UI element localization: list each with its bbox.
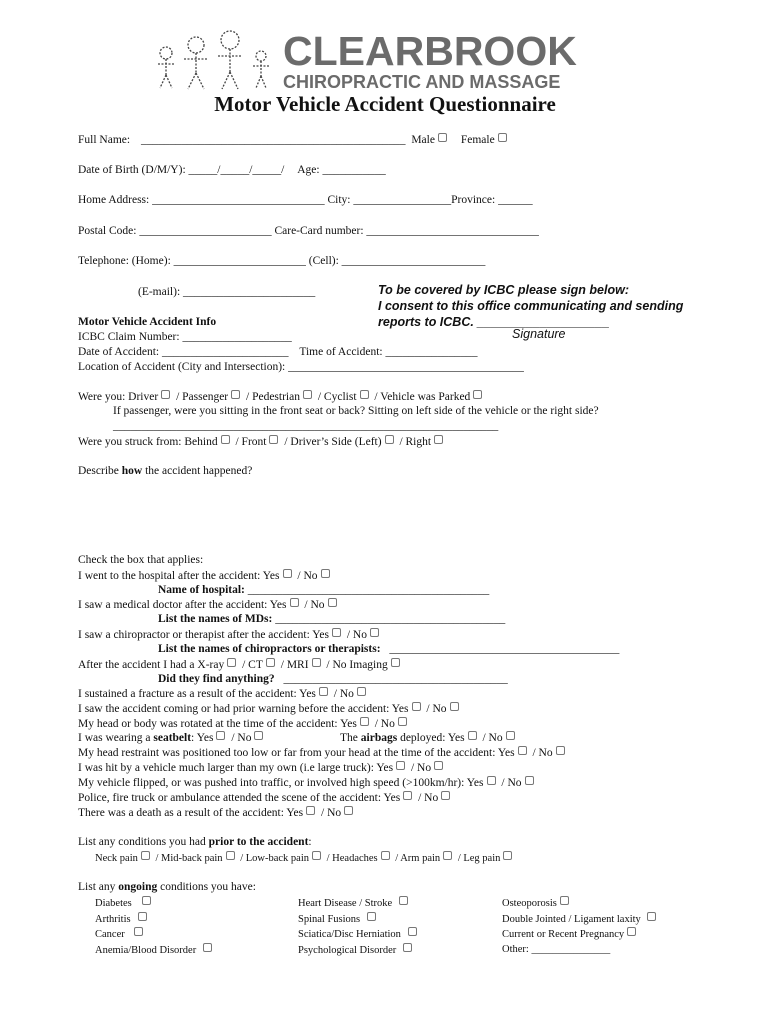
fracture-no-checkbox[interactable]: [357, 687, 366, 696]
other-field[interactable]: Other: _______________: [502, 944, 611, 956]
province-field[interactable]: Province: ______: [451, 194, 533, 206]
male-checkbox[interactable]: [438, 133, 447, 142]
seatbelt-row: [78, 731, 266, 744]
prior-post: :: [308, 836, 312, 848]
restraint-yes-checkbox[interactable]: [518, 746, 527, 755]
anemia-label: Anemia/Blood Disorder: [95, 945, 197, 957]
care-card-field[interactable]: Care-Card number: ______________________________: [274, 225, 539, 237]
prior-conditions-heading: [78, 836, 312, 848]
hospital-no-label: / No: [297, 570, 318, 582]
xray-checkbox[interactable]: [227, 658, 236, 667]
mri-label: / MRI: [280, 659, 309, 671]
find-row: [158, 673, 508, 685]
pedestrian-checkbox[interactable]: [303, 390, 312, 399]
ongoing-item: [298, 896, 420, 912]
ongoing-item: [298, 927, 420, 943]
flipped-no-checkbox[interactable]: [525, 776, 534, 785]
passenger-checkbox[interactable]: [231, 390, 240, 399]
md-names-field[interactable]: ________________________________________: [275, 613, 506, 625]
ongoing-column-1: [95, 896, 215, 959]
passenger-answer-field[interactable]: ___________________________________________________________________: [113, 420, 499, 432]
hospital-name-label: Name of hospital:: [158, 584, 245, 596]
chiro-yes-checkbox[interactable]: [332, 628, 341, 637]
restraint-no-label: / No: [532, 747, 553, 759]
drivers-side-checkbox[interactable]: [385, 435, 394, 444]
page-title: Motor Vehicle Accident Questionnaire: [214, 92, 556, 116]
low-back-label: / Low-back pain: [240, 853, 309, 864]
logo-name: CLEARBROOK: [283, 28, 577, 74]
chiro-names-label: List the names of chiropractors or therapists:: [158, 643, 381, 655]
were-you-row: [78, 390, 485, 403]
struck-from-label: Were you struck from:: [78, 436, 182, 448]
md-no-checkbox[interactable]: [328, 598, 337, 607]
flipped-row: [78, 776, 537, 789]
postal-row: [78, 225, 539, 237]
signature-label: Signature: [512, 327, 566, 341]
ongoing-pre: List any: [78, 881, 116, 893]
rotated-yes-checkbox[interactable]: [360, 717, 369, 726]
airbags-pre: The: [340, 732, 358, 744]
no-imaging-label: / No Imaging: [326, 659, 388, 671]
md-names-row: [158, 613, 505, 625]
city-field[interactable]: City: _________________: [327, 194, 452, 206]
pregnancy-checkbox[interactable]: [627, 927, 636, 936]
death-yes-checkbox[interactable]: [306, 806, 315, 815]
driver-label: Driver: [128, 391, 159, 403]
death-row: [78, 806, 356, 819]
describe-question: [78, 465, 252, 477]
telephone-cell-field[interactable]: (Cell): _________________________: [308, 255, 486, 267]
prior-bold: prior to the accident: [208, 836, 309, 848]
passenger-question: If passenger, were you sitting in the front seat or back? Sitting on left side of the vehicle or the right side?: [113, 405, 599, 417]
fracture-no-label: / No: [333, 688, 354, 700]
xray-label: After the accident I had a X-ray: [78, 659, 225, 671]
seatbelt-no-checkbox[interactable]: [254, 731, 263, 740]
right-label: / Right: [399, 436, 432, 448]
hospital-name-field[interactable]: __________________________________________: [247, 584, 490, 596]
postal-code-field[interactable]: Postal Code: _______________________: [78, 225, 272, 237]
find-field[interactable]: _______________________________________: [283, 673, 508, 685]
ongoing-bold: ongoing: [118, 881, 158, 893]
logo-subtitle: CHIROPRACTIC AND MASSAGE: [283, 72, 561, 92]
larger-yes-checkbox[interactable]: [396, 761, 405, 770]
mid-back-label: / Mid-back pain: [155, 853, 223, 864]
osteoporosis-label: Osteoporosis: [502, 898, 557, 909]
home-address-field[interactable]: Home Address: ______________________________: [78, 194, 325, 206]
headaches-checkbox[interactable]: [381, 851, 390, 860]
accident-date-field[interactable]: Date of Accident: ______________________: [78, 346, 289, 358]
male-label: Male: [411, 134, 435, 146]
female-label: Female: [460, 134, 495, 146]
double-jointed-label: Double Jointed / Ligament laxity: [502, 913, 641, 925]
chiro-no-label: / No: [346, 629, 367, 641]
pedestrian-label: / Pedestrian: [246, 391, 300, 403]
hospital-row: [78, 569, 333, 582]
arthritis-checkbox[interactable]: [138, 912, 147, 921]
fracture-yes-checkbox[interactable]: [319, 687, 328, 696]
md-yes-checkbox[interactable]: [290, 598, 299, 607]
full-name-label: Full Name:: [78, 134, 131, 146]
driver-checkbox[interactable]: [161, 390, 170, 399]
mid-back-checkbox[interactable]: [226, 851, 235, 860]
accident-location-field[interactable]: Location of Accident (City and Intersection): _________________________________________: [78, 361, 524, 373]
seatbelt-bold: seatbelt: [153, 732, 192, 744]
cancer-label: Cancer: [95, 929, 125, 941]
arm-pain-checkbox[interactable]: [443, 851, 452, 860]
chiro-names-row: [158, 643, 619, 655]
hospital-question: I went to the hospital after the accident: Yes: [78, 570, 280, 582]
ongoing-item: [298, 943, 420, 959]
spinal-fusions-label: Spinal Fusions: [298, 913, 361, 925]
parked-label: / Vehicle was Parked: [374, 391, 471, 403]
checks-intro: Check the box that applies:: [78, 554, 204, 566]
logo-stick-figures: [152, 30, 277, 92]
chiro-no-checkbox[interactable]: [370, 628, 379, 637]
neck-pain-checkbox[interactable]: [141, 851, 150, 860]
address-row: [78, 194, 533, 206]
seatbelt-no-label: / No: [231, 732, 252, 744]
death-no-checkbox[interactable]: [344, 806, 353, 815]
ct-checkbox[interactable]: [266, 658, 275, 667]
struck-from-row: [78, 435, 446, 448]
age-field[interactable]: Age: ___________: [297, 164, 386, 176]
md-question: I saw a medical doctor after the accident: Yes: [78, 599, 287, 611]
md-names-label: List the names of MDs:: [158, 613, 273, 625]
front-label: / Front: [235, 436, 267, 448]
consent-line-1: To be covered by ICBC please sign below:: [378, 283, 629, 297]
police-yes-checkbox[interactable]: [403, 791, 412, 800]
warning-no-checkbox[interactable]: [450, 702, 459, 711]
arm-pain-label: / Arm pain: [395, 853, 441, 864]
parked-checkbox[interactable]: [473, 390, 482, 399]
rotated-no-label: / No: [374, 718, 395, 730]
larger-question: I was hit by a vehicle much larger than my own (i.e large truck): Yes: [78, 762, 394, 774]
warning-row: [78, 702, 462, 715]
female-checkbox[interactable]: [498, 133, 507, 142]
accident-date-row: [78, 346, 478, 358]
airbags-no-label: / No: [482, 732, 503, 744]
warning-yes-checkbox[interactable]: [412, 702, 421, 711]
ongoing-item: [502, 912, 659, 928]
telephone-row: [78, 255, 485, 267]
psychological-checkbox[interactable]: [403, 943, 412, 952]
ongoing-item: [502, 927, 659, 943]
neck-pain-label: Neck pain: [95, 853, 138, 864]
diabetes-checkbox[interactable]: [142, 896, 151, 905]
email-field[interactable]: (E-mail): _______________________: [138, 286, 316, 298]
icbc-claim-field[interactable]: ICBC Claim Number: ___________________: [78, 331, 292, 343]
ct-label: / CT: [242, 659, 263, 671]
heart-disease-checkbox[interactable]: [399, 896, 408, 905]
consent-signature-line[interactable]: reports to ICBC. ___________________: [378, 315, 610, 329]
airbags-no-checkbox[interactable]: [506, 731, 515, 740]
right-checkbox[interactable]: [434, 435, 443, 444]
police-row: [78, 791, 453, 804]
cyclist-label: / Cyclist: [317, 391, 357, 403]
ongoing-heading: [78, 881, 256, 893]
ongoing-item: [95, 896, 215, 912]
ongoing-item: [95, 927, 215, 943]
police-no-checkbox[interactable]: [441, 791, 450, 800]
describe-answer-area[interactable]: [78, 485, 678, 550]
arthritis-label: Arthritis: [95, 913, 131, 925]
full-name-row: [78, 133, 510, 146]
larger-no-checkbox[interactable]: [434, 761, 443, 770]
ongoing-column-3: [502, 896, 659, 958]
pregnancy-label: Current or Recent Pregnancy: [502, 929, 625, 941]
low-back-checkbox[interactable]: [312, 851, 321, 860]
larger-row: [78, 761, 446, 774]
find-label: Did they find anything?: [158, 673, 275, 685]
hospital-yes-checkbox[interactable]: [283, 569, 292, 578]
airbags-post: deployed: Yes: [400, 732, 465, 744]
restraint-question: My head restraint was positioned too low or far from your head at the time of the accident: Yes: [78, 747, 515, 759]
seatbelt-pre: I was wearing a: [78, 732, 151, 744]
warning-question: I saw the accident coming or had prior warning before the accident: Yes: [78, 703, 409, 715]
ongoing-post: conditions you have:: [160, 881, 256, 893]
larger-no-label: / No: [410, 762, 432, 774]
drivers-side-label: / Driver’s Side (Left): [284, 436, 382, 448]
airbags-row: [340, 731, 518, 744]
full-name-field[interactable]: ______________________________________________: [140, 134, 406, 146]
airbags-yes-checkbox[interactable]: [468, 731, 477, 740]
flipped-question: My vehicle flipped, or was pushed into traffic, or involved high speed (>100km/hr): Yes: [78, 777, 484, 789]
flipped-yes-checkbox[interactable]: [487, 776, 496, 785]
cyclist-checkbox[interactable]: [360, 390, 369, 399]
death-question: There was a death as a result of the accident: Yes: [78, 807, 304, 819]
describe-post: the accident happened?: [145, 465, 253, 477]
hospital-no-checkbox[interactable]: [321, 569, 330, 578]
accident-time-field[interactable]: Time of Accident: ________________: [299, 346, 478, 358]
icbc-consent: [378, 282, 683, 330]
flipped-no-label: / No: [501, 777, 522, 789]
ongoing-item: [95, 912, 215, 928]
passenger-label: / Passenger: [176, 391, 229, 403]
leg-pain-checkbox[interactable]: [503, 851, 512, 860]
restraint-no-checkbox[interactable]: [556, 746, 565, 755]
leg-pain-label: / Leg pain: [457, 853, 501, 864]
describe-pre: Describe: [78, 465, 119, 477]
heart-disease-label: Heart Disease / Stroke: [298, 898, 393, 909]
consent-line-2: I consent to this office communicating and sending: [378, 299, 684, 313]
warning-no-label: / No: [426, 703, 447, 715]
ongoing-column-2: [298, 896, 420, 959]
restraint-row: [78, 746, 568, 759]
telephone-home-field[interactable]: Telephone: (Home): _______________________: [78, 255, 306, 267]
police-no-label: / No: [418, 792, 439, 804]
spinal-fusions-checkbox[interactable]: [367, 912, 376, 921]
md-row: [78, 598, 340, 611]
accident-info-heading: Motor Vehicle Accident Info: [78, 316, 217, 328]
osteoporosis-checkbox[interactable]: [560, 896, 569, 905]
sciatica-checkbox[interactable]: [408, 927, 417, 936]
behind-label: Behind: [184, 436, 218, 448]
psychological-label: Psychological Disorder: [298, 945, 397, 957]
sciatica-label: Sciatica/Disc Herniation: [298, 929, 401, 941]
dob-row: [78, 164, 386, 176]
chiro-names-field[interactable]: ________________________________________: [389, 643, 620, 655]
fracture-question: I sustained a fracture as a result of the accident: Yes: [78, 688, 316, 700]
seatbelt-post: : Yes: [191, 732, 214, 744]
double-jointed-checkbox[interactable]: [647, 912, 656, 921]
cancer-checkbox[interactable]: [134, 927, 143, 936]
no-imaging-checkbox[interactable]: [391, 658, 400, 667]
rotated-row: [78, 717, 410, 730]
chiro-row: [78, 628, 382, 641]
hospital-name-row: [158, 584, 489, 596]
front-checkbox[interactable]: [269, 435, 278, 444]
describe-bold: how: [121, 465, 143, 477]
ongoing-item: [502, 896, 659, 912]
prior-conditions-row: [95, 851, 515, 864]
airbags-bold: airbags: [360, 732, 398, 744]
rotated-question: My head or body was rotated at the time of the accident: Yes: [78, 718, 357, 730]
police-question: Police, fire truck or ambulance attended the scene of the accident: Yes: [78, 792, 401, 804]
dob-field[interactable]: Date of Birth (D/M/Y): _____/_____/_____/: [78, 164, 285, 176]
diabetes-label: Diabetes: [95, 898, 132, 909]
headaches-label: / Headaches: [326, 853, 378, 864]
seatbelt-yes-checkbox[interactable]: [216, 731, 225, 740]
rotated-no-checkbox[interactable]: [398, 717, 407, 726]
md-no-label: / No: [304, 599, 325, 611]
chiro-question: I saw a chiropractor or therapist after the accident: Yes: [78, 629, 329, 641]
prior-pre: List any conditions you had: [78, 836, 206, 848]
mri-checkbox[interactable]: [312, 658, 321, 667]
anemia-checkbox[interactable]: [203, 943, 212, 952]
ongoing-item: [95, 943, 215, 959]
were-you-label: Were you:: [78, 391, 126, 403]
death-no-label: / No: [321, 807, 342, 819]
behind-checkbox[interactable]: [221, 435, 230, 444]
imaging-row: [78, 658, 403, 671]
ongoing-item: [298, 912, 420, 928]
fracture-row: [78, 687, 369, 700]
